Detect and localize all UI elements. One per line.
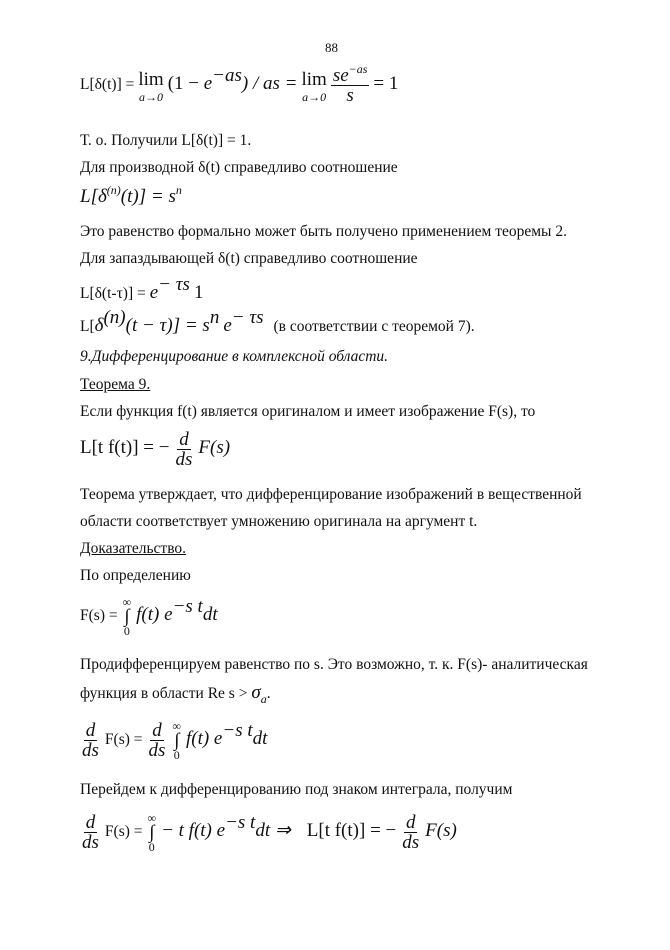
equation-theorem-9	[80, 430, 230, 469]
sigma-sub: a	[260, 692, 267, 706]
frac-num: se	[332, 65, 349, 86]
eq1-lhs: L[δ(t)] =	[80, 76, 135, 94]
eq8-body: − t f(t) e	[161, 820, 226, 842]
eq4-sup-e: − τs	[231, 307, 264, 328]
result-line: Т. о. Получили L[δ(t)] = 1.	[80, 132, 252, 149]
eq4-b: (t − τ)] = s	[125, 315, 210, 336]
equation-laplace-delta	[80, 62, 399, 106]
integral-lower-2: 0	[173, 748, 180, 762]
frac-d-d: d	[405, 812, 416, 833]
page-number: 88	[325, 40, 338, 55]
eq1-expr-a: (1 −	[167, 73, 204, 95]
frac-d-a: d	[85, 720, 96, 741]
frac-num-sup: −as	[348, 62, 368, 76]
eq4-delta: δ	[94, 315, 104, 336]
fraction-d-ds-d	[400, 813, 421, 852]
lim-sub-2: a→0	[302, 89, 327, 104]
integral-symbol-3: ∫	[149, 822, 155, 843]
statement-line-2: области соответствует умножению оригинала на аргумент t.	[80, 513, 478, 530]
eq5-rhs: F(s)	[198, 437, 231, 459]
eq8-mid: F(s) =	[104, 823, 143, 841]
equation-laplace-definition	[80, 596, 218, 637]
equation-derivative-delta	[80, 183, 182, 208]
frac-ds-d: ds	[402, 832, 420, 853]
fraction-d-ds-b	[147, 721, 168, 760]
integral-sign	[123, 596, 132, 637]
eq3-sup: − τs	[158, 274, 190, 295]
delayed-line: Для запаздывающей δ(t) справедливо соотношение	[80, 250, 418, 267]
fraction-d-ds-c	[80, 813, 101, 852]
diff-line-2-text: функция в области Re s >	[80, 685, 248, 702]
by-definition: По определению	[80, 567, 191, 584]
eq8-sup: −s t	[225, 812, 256, 834]
equation-differentiated	[80, 720, 267, 761]
fraction-d-ds-a	[80, 721, 101, 760]
derivative-line: Для производной δ(t) справедливо соотношение	[80, 159, 398, 176]
integral-lower: 0	[123, 624, 130, 638]
diff-line-2-end: .	[266, 685, 271, 702]
eq6-sup: −s t	[172, 596, 203, 618]
frac-ds-a: ds	[82, 740, 99, 761]
eq3-rhs: 1	[193, 282, 204, 303]
eq7-mid: F(s) =	[104, 731, 143, 749]
eq5-lhs: L[t f(t)] = −	[80, 437, 170, 459]
eq8-dt: dt ⇒	[255, 820, 291, 842]
section-title: 9.Дифференцирование в комплексной области.	[80, 348, 389, 365]
eq2-a: L[δ	[80, 186, 107, 207]
frac-ds-b: ds	[148, 740, 166, 761]
eq4-e: e	[223, 315, 232, 336]
sigma-symbol: σ	[251, 682, 261, 703]
frac-d: d	[179, 429, 189, 450]
frac-ds: ds	[175, 449, 193, 470]
eq3-lhs: L[δ(t-τ)] =	[80, 285, 146, 302]
eq1-rhs: = 1	[373, 73, 399, 95]
eq6-lhs: F(s) =	[80, 607, 118, 625]
statement-line-1: Теорема утверждает, что дифференцирование изображений в вещественной	[80, 486, 582, 503]
eq4-sup-n2: n	[209, 307, 220, 328]
integral-lower-3: 0	[148, 840, 155, 854]
lim-word: lim	[138, 68, 164, 90]
formal-line: Это равенство формально может быть получено применением теоремы 2.	[80, 223, 567, 240]
frac-ds-c: ds	[82, 832, 99, 853]
eq4-a: L[	[80, 318, 95, 335]
eq6-dt: dt	[202, 604, 218, 626]
differentiate-line-2	[80, 683, 271, 704]
eq2-sup: n	[175, 183, 182, 197]
eq8-rhs-b: F(s)	[425, 820, 457, 842]
limit-operator-2	[301, 69, 326, 103]
eq1-expr-e: e	[203, 73, 213, 95]
eq3-e: e	[149, 282, 159, 303]
integral-sign-2	[172, 720, 181, 761]
move-line: Перейдем к дифференцированию под знаком интеграла, получим	[80, 781, 513, 798]
differentiate-line-1: Продифференцируем равенство по s. Это возможно, т. к. F(s)- аналитическая	[80, 656, 588, 673]
eq2-b: (t)] = s	[120, 186, 176, 207]
fraction-se-over-s	[331, 62, 370, 106]
integral-upper-2: ∞	[172, 719, 181, 733]
lim-sub: a→0	[139, 89, 164, 104]
eq7-body: f(t) e	[185, 728, 223, 750]
integral-upper-3: ∞	[147, 811, 157, 825]
eq7-sup: −s t	[222, 720, 253, 742]
frac-d-c: d	[85, 812, 96, 833]
eq4-note: (в соответствии с теоремой 7).	[273, 318, 475, 335]
eq1-expr-c: ) / as =	[241, 73, 298, 95]
eq1-expr-sup: −as	[212, 65, 242, 87]
frac-den: s	[346, 85, 354, 106]
eq2-sup-n: (n)	[106, 183, 121, 197]
lim-word-2: lim	[301, 68, 327, 90]
eq4-sup-n: (n)	[103, 307, 126, 328]
integral-sign-3	[148, 812, 157, 853]
frac-d-b: d	[152, 720, 162, 741]
integral-upper: ∞	[122, 595, 132, 609]
integral-symbol: ∫	[124, 606, 130, 627]
eq6-body: f(t) e	[136, 604, 173, 626]
equation-final	[80, 812, 457, 853]
theorem-text: Если функция f(t) является оригиналом и имеет изображение F(s), то	[80, 403, 536, 420]
integral-symbol-2: ∫	[174, 730, 180, 751]
eq8-rhs-a: L[t f(t)] = −	[306, 820, 397, 842]
fraction-d-ds	[173, 430, 194, 469]
equation-delayed-delta	[80, 274, 204, 304]
limit-operator-1	[138, 69, 163, 103]
equation-delayed-derivative	[80, 307, 475, 337]
proof-title: Доказательство.	[80, 540, 187, 557]
eq7-dt: dt	[252, 728, 268, 750]
theorem-title: Теорема 9.	[80, 376, 151, 393]
